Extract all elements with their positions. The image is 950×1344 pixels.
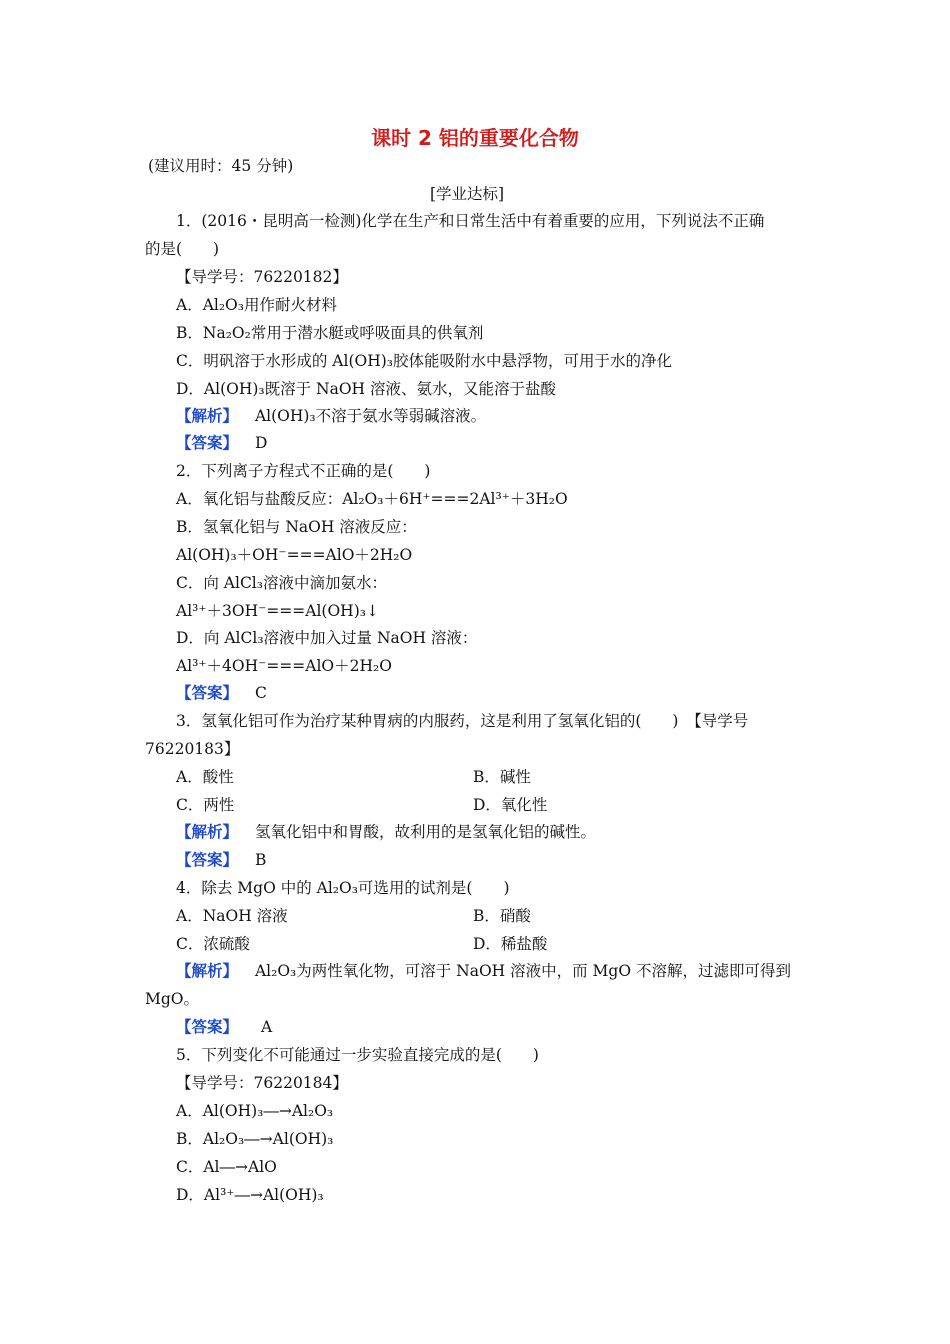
q1-analysis-text: Al(OH)₃不溶于氨水等弱碱溶液。 — [254, 407, 487, 425]
q3-stem-line2: 76220183】 — [145, 740, 240, 758]
q2-option-b-equation: Al(OH)₃＋OH⁻===AlO＋2H₂O — [176, 546, 413, 564]
q5-option-b: B．Al₂O₃―→Al(OH)₃ — [176, 1130, 334, 1148]
q1-stem-line2: 的是( ) — [145, 240, 220, 258]
q3-answer-value: B — [254, 851, 267, 869]
answer-tag: 【答案】 — [176, 850, 239, 869]
q3-analysis — [176, 821, 596, 843]
analysis-tag: 【解析】 — [176, 961, 239, 980]
q4-analysis-line2: MgO。 — [145, 990, 200, 1008]
q2-option-c-equation: Al³⁺＋3OH⁻===Al(OH)₃↓ — [176, 602, 379, 620]
q3-answer — [176, 849, 266, 871]
page-title: 课时 2 铝的重要化合物 — [371, 126, 579, 150]
q4-option-b: B．硝酸 — [473, 907, 531, 925]
q4-analysis — [176, 960, 791, 982]
q2-option-d-equation: Al³⁺＋4OH⁻===AlO＋2H₂O — [176, 657, 392, 675]
q5-guide-number: 【导学号：76220184】 — [176, 1074, 348, 1092]
q3-analysis-text: 氢氧化铝中和胃酸，故利用的是氢氧化铝的碱性。 — [254, 823, 596, 841]
q1-stem-line1: 1．(2016・昆明高一检测)化学在生产和日常生活中有着重要的应用，下列说法不正确 — [176, 212, 765, 230]
q1-option-b: B．Na₂O₂常用于潜水艇或呼吸面具的供氧剂 — [176, 324, 484, 342]
q5-option-c: C．Al―→AlO — [176, 1158, 277, 1176]
q4-analysis-text: Al₂O₃为两性氧化物，可溶于 NaOH 溶液中，而 MgO 不溶解，过滤即可得到 — [254, 962, 791, 980]
q3-option-a: A．酸性 — [176, 768, 234, 786]
q5-stem: 5．下列变化不可能通过一步实验直接完成的是( ) — [176, 1046, 539, 1064]
q4-answer-value: A — [260, 1018, 273, 1036]
q1-guide-number: 【导学号：76220182】 — [176, 268, 348, 286]
q5-option-d: D．Al³⁺―→Al(OH)₃ — [176, 1186, 324, 1204]
section-heading: [学业达标] — [430, 185, 505, 203]
q4-stem: 4．除去 MgO 中的 Al₂O₃可选用的试剂是( ) — [176, 879, 510, 897]
q5-option-a: A．Al(OH)₃―→Al₂O₃ — [176, 1102, 334, 1120]
q2-answer — [176, 682, 267, 704]
q1-option-d: D．Al(OH)₃既溶于 NaOH 溶液、氨水，又能溶于盐酸 — [176, 380, 556, 398]
answer-tag: 【答案】 — [176, 683, 239, 702]
q2-option-c: C．向 AlCl₃溶液中滴加氨水： — [176, 574, 387, 592]
analysis-tag: 【解析】 — [176, 822, 239, 841]
q2-stem: 2．下列离子方程式不正确的是( ) — [176, 462, 431, 480]
answer-tag: 【答案】 — [176, 1017, 239, 1036]
answer-tag: 【答案】 — [176, 433, 239, 452]
analysis-tag: 【解析】 — [176, 406, 239, 425]
q4-option-d: D．稀盐酸 — [473, 935, 548, 953]
q1-answer — [176, 432, 267, 454]
q4-answer — [176, 1016, 272, 1038]
q3-option-d: D．氧化性 — [473, 796, 548, 814]
q3-option-c: C．两性 — [176, 796, 235, 814]
q4-option-c: C．浓硫酸 — [176, 935, 250, 953]
q4-option-a: A．NaOH 溶液 — [176, 907, 288, 925]
q2-answer-value: C — [254, 684, 267, 702]
time-hint: (建议用时：45 分钟) — [148, 157, 294, 175]
q3-stem-line1: 3．氢氧化铝可作为治疗某种胃病的内服药，这是利用了氢氧化铝的( ) 【导学号 — [176, 712, 749, 730]
q2-option-d: D．向 AlCl₃溶液中加入过量 NaOH 溶液： — [176, 629, 478, 647]
q1-analysis — [176, 405, 486, 427]
q3-option-b: B．碱性 — [473, 768, 531, 786]
q1-option-c: C．明矾溶于水形成的 Al(OH)₃胶体能吸附水中悬浮物，可用于水的净化 — [176, 352, 672, 370]
q2-option-b: B．氢氧化铝与 NaOH 溶液反应： — [176, 518, 417, 536]
q2-option-a: A．氧化铝与盐酸反应：Al₂O₃＋6H⁺===2Al³⁺＋3H₂O — [176, 490, 568, 508]
q1-option-a: A．Al₂O₃用作耐火材料 — [176, 296, 337, 314]
q1-answer-value: D — [254, 434, 268, 452]
